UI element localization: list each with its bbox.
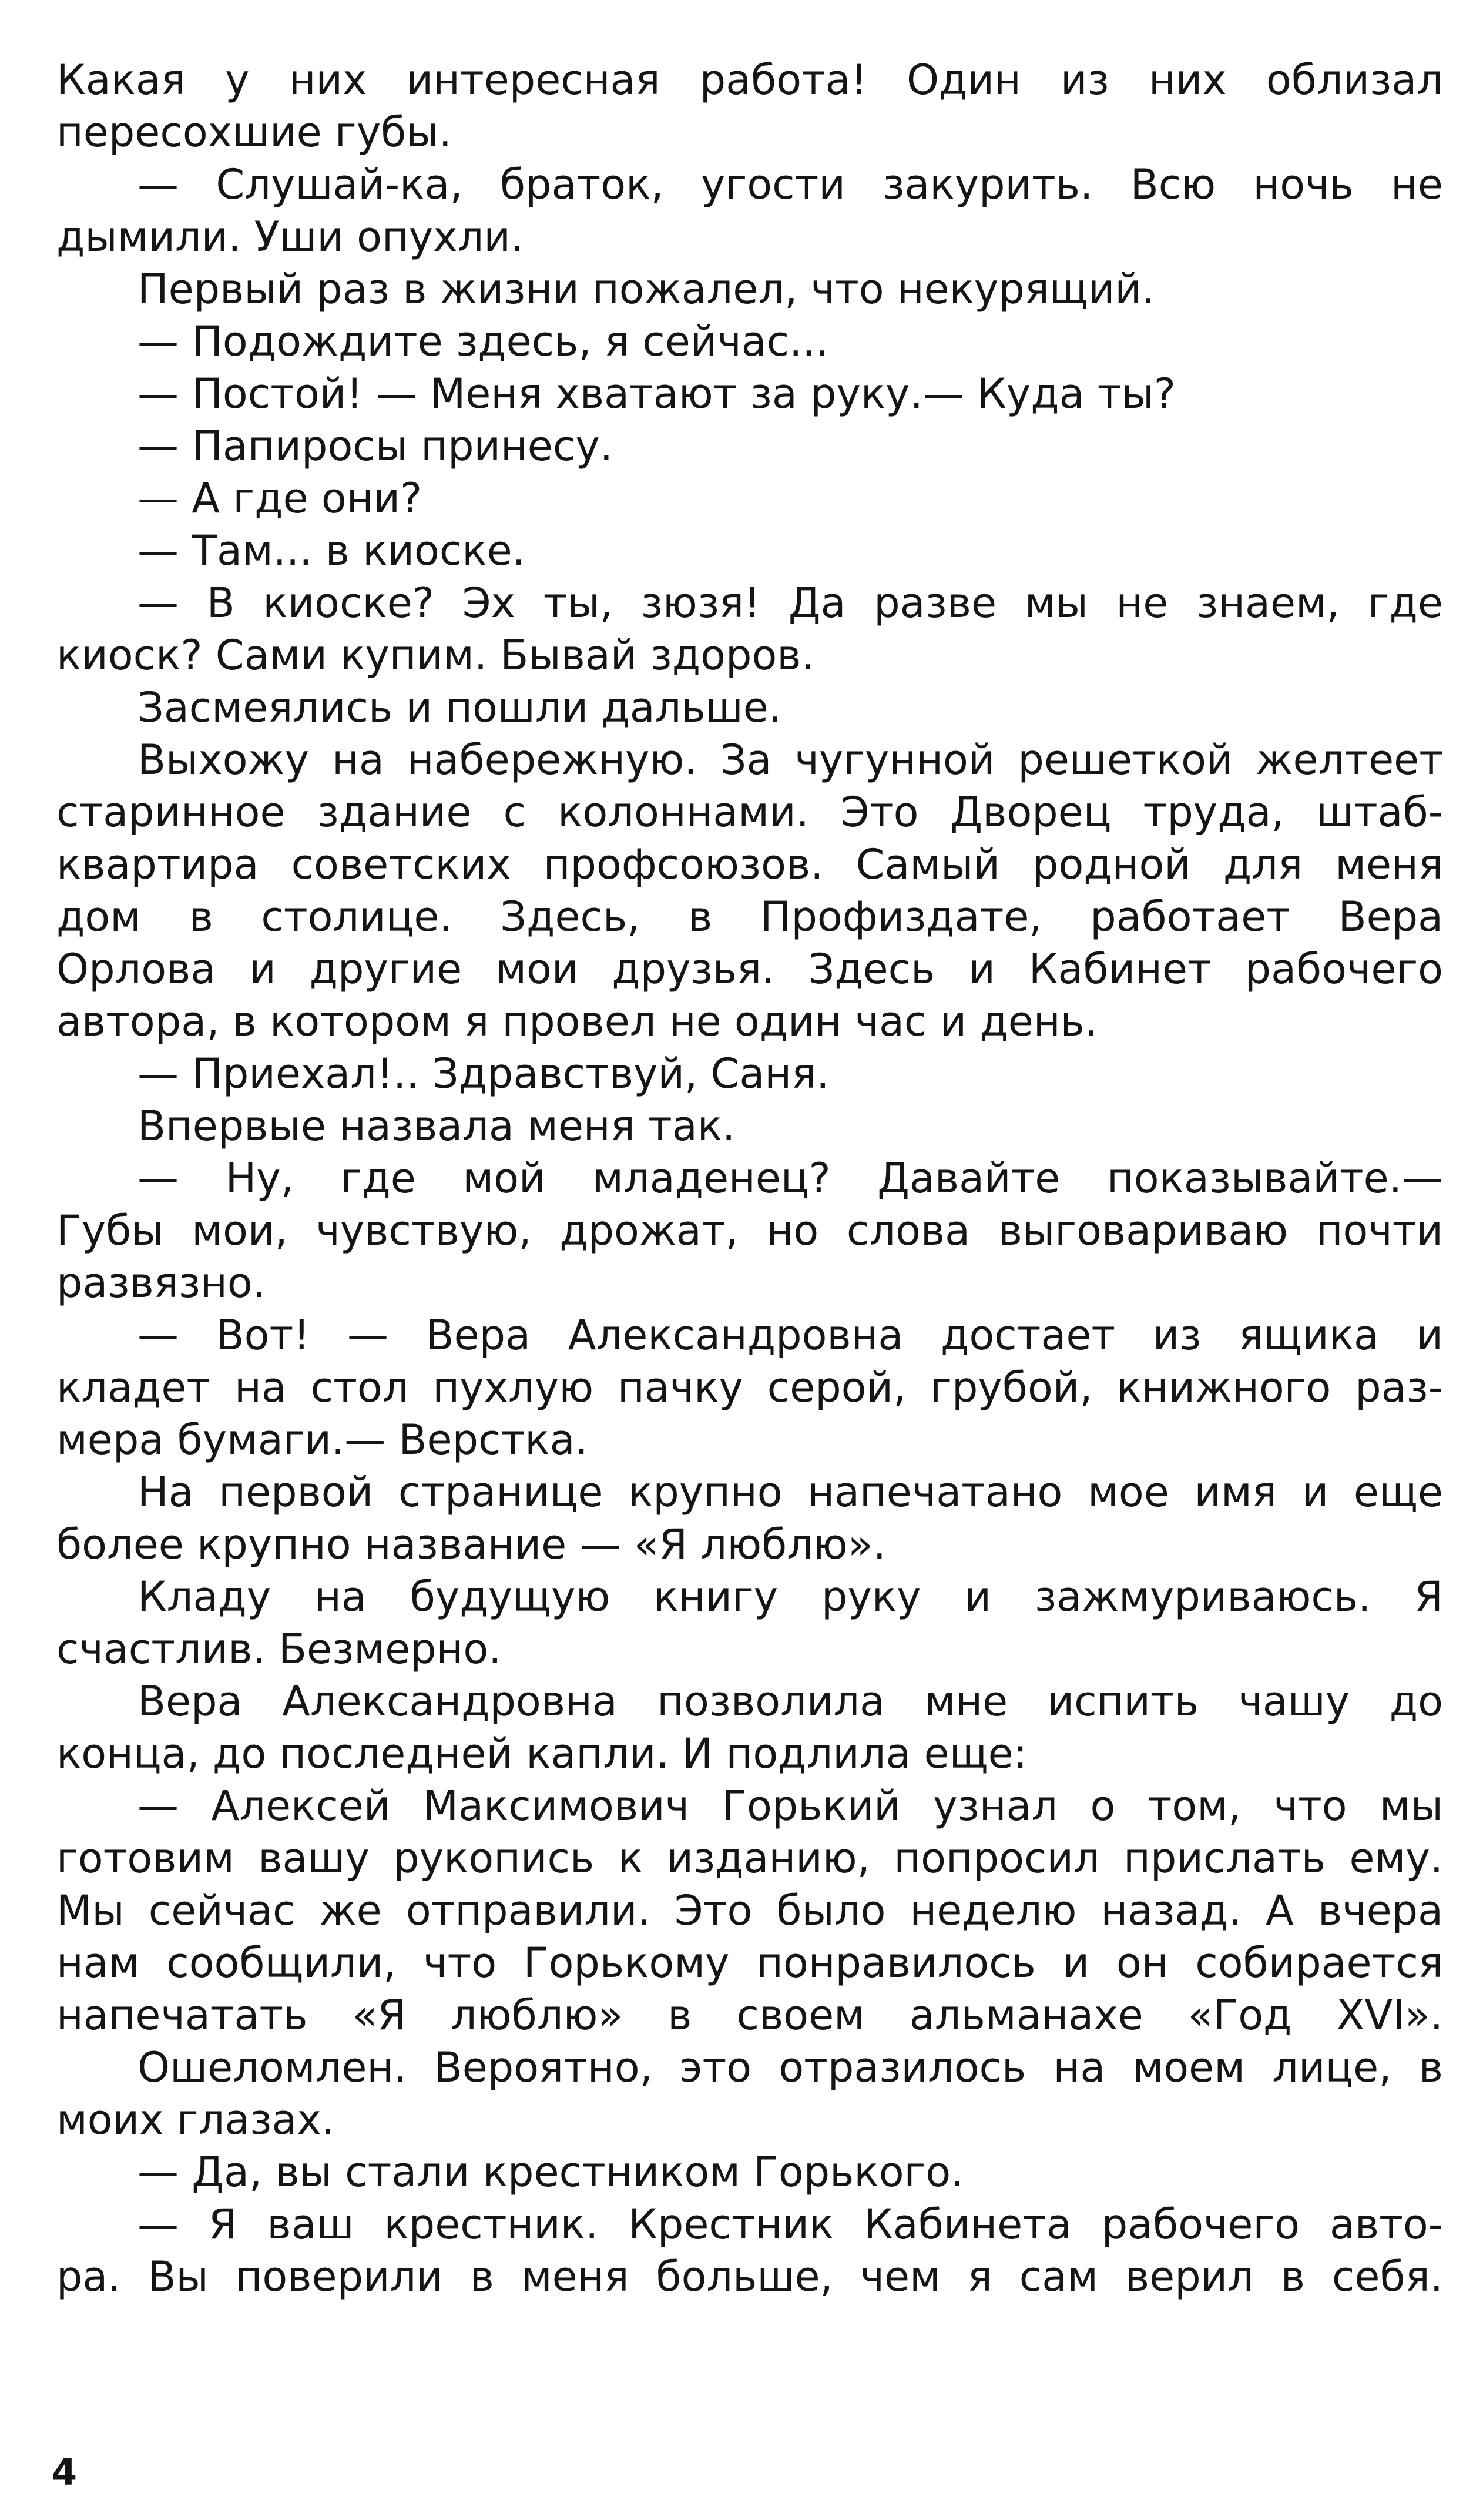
text-line: — Папиросы принесу.: [137, 422, 613, 470]
text-line: — Постой! — Меня хватают за руку.— Куда ты?: [137, 370, 1176, 418]
text-line: напечатать «Я люблю» в своем альманахе «Год XVI».: [56, 1991, 1443, 2039]
text-line: кладет на стол пухлую пачку серой, грубой, книжного раз-: [56, 1363, 1443, 1412]
paragraph: [56, 316, 1443, 368]
paragraph: [56, 1571, 1443, 1675]
paragraph: [56, 159, 1443, 263]
text-line: счастлив. Безмерно.: [56, 1625, 502, 1673]
text-line: — Да, вы стали крестником Горького.: [137, 2148, 964, 2196]
paragraph: [56, 54, 1443, 159]
paragraph: [56, 2042, 1443, 2146]
paragraph: [56, 577, 1443, 682]
text-line: Первый раз в жизни пожалел, что некурящий.: [137, 265, 1155, 313]
text-line: Выхожу на набережную. За чугунной решеткой желтеет: [137, 736, 1443, 784]
paragraph: [56, 2199, 1443, 2303]
text-line: — Ну, где мой младенец? Давайте показывайте.—: [137, 1154, 1443, 1202]
paragraph: [56, 1466, 1443, 1571]
text-line: — Слушай-ка, браток, угости закурить. Всю ночь не: [137, 160, 1443, 209]
paragraph: [56, 1780, 1443, 2042]
text-line: Вера Александровна позволила мне испить чашу до: [137, 1677, 1443, 1725]
text-line: — Там... в киоске.: [137, 527, 525, 575]
text-line: пересохшие губы.: [56, 108, 452, 156]
text-line: автора, в котором я провел не один час и день.: [56, 997, 1098, 1045]
page-text: [56, 54, 1443, 2303]
paragraph: [56, 1048, 1443, 1100]
paragraph: [56, 734, 1443, 1048]
text-line: Ошеломлен. Вероятно, это отразилось на моем лице, в: [137, 2043, 1443, 2092]
paragraph: [56, 525, 1443, 577]
paragraph: [56, 263, 1443, 316]
text-line: ра. Вы поверили в меня больше, чем я сам верил в себя.: [56, 2253, 1443, 2301]
paragraph: [56, 1309, 1443, 1466]
text-line: киоск? Сами купим. Бывай здоров.: [56, 631, 814, 679]
text-line: — В киоске? Эх ты, зюзя! Да разве мы не знаем, где: [137, 579, 1443, 627]
text-line: мера бумаги.— Верстка.: [56, 1416, 588, 1464]
paragraph: [56, 1100, 1443, 1152]
text-line: готовим вашу рукопись к изданию, попросил прислать ему.: [56, 1834, 1443, 1882]
text-line: дымили. Уши опухли.: [56, 213, 524, 261]
text-line: — Я ваш крестник. Крестник Кабинета рабочего авто-: [137, 2200, 1443, 2248]
paragraph: [56, 472, 1443, 525]
text-line: Губы мои, чувствую, дрожат, но слова выговариваю почти: [56, 1207, 1443, 1255]
paragraph: [56, 1152, 1443, 1309]
text-line: — Подождите здесь, я сейчас...: [137, 317, 828, 366]
text-line: моих глазах.: [56, 2096, 335, 2144]
paragraph: [56, 2146, 1443, 2199]
text-line: развязно.: [56, 1259, 266, 1307]
text-line: конца, до последней капли. И подлила еще:: [56, 1730, 1028, 1778]
text-line: Впервые назвала меня так.: [137, 1102, 736, 1150]
text-line: — Алексей Максимович Горький узнал о том, что мы: [137, 1782, 1443, 1830]
paragraph: [56, 1675, 1443, 1780]
text-line: Засмеялись и пошли дальше.: [137, 683, 782, 732]
paragraph: [56, 420, 1443, 472]
text-line: более крупно название — «Я люблю».: [56, 1520, 887, 1569]
text-line: Кладу на будущую книгу руку и зажмуриваюсь. Я: [137, 1573, 1443, 1621]
text-line: нам сообщили, что Горькому понравилось и он собирается: [56, 1939, 1443, 1987]
text-line: старинное здание с колоннами. Это Дворец труда, штаб-: [56, 788, 1443, 836]
text-line: — Вот! — Вера Александровна достает из ящика и: [137, 1311, 1443, 1359]
text-line: дом в столице. Здесь, в Профиздате, работает Вера: [56, 893, 1443, 941]
text-line: Орлова и другие мои друзья. Здесь и Кабинет рабочего: [56, 945, 1443, 993]
text-line: квартира советских профсоюзов. Самый родной для меня: [56, 840, 1443, 889]
text-line: — А где они?: [137, 474, 422, 522]
text-line: На первой странице крупно напечатано мое имя и еще: [137, 1468, 1443, 1516]
page-number: 4: [52, 2451, 78, 2494]
paragraph: [56, 682, 1443, 734]
text-line: Какая у них интересная работа! Один из них облизал: [56, 56, 1443, 104]
text-line: — Приехал!.. Здравствуй, Саня.: [137, 1050, 830, 1098]
paragraph: [56, 368, 1443, 420]
text-line: Мы сейчас же отправили. Это было неделю назад. А вчера: [56, 1886, 1443, 1935]
